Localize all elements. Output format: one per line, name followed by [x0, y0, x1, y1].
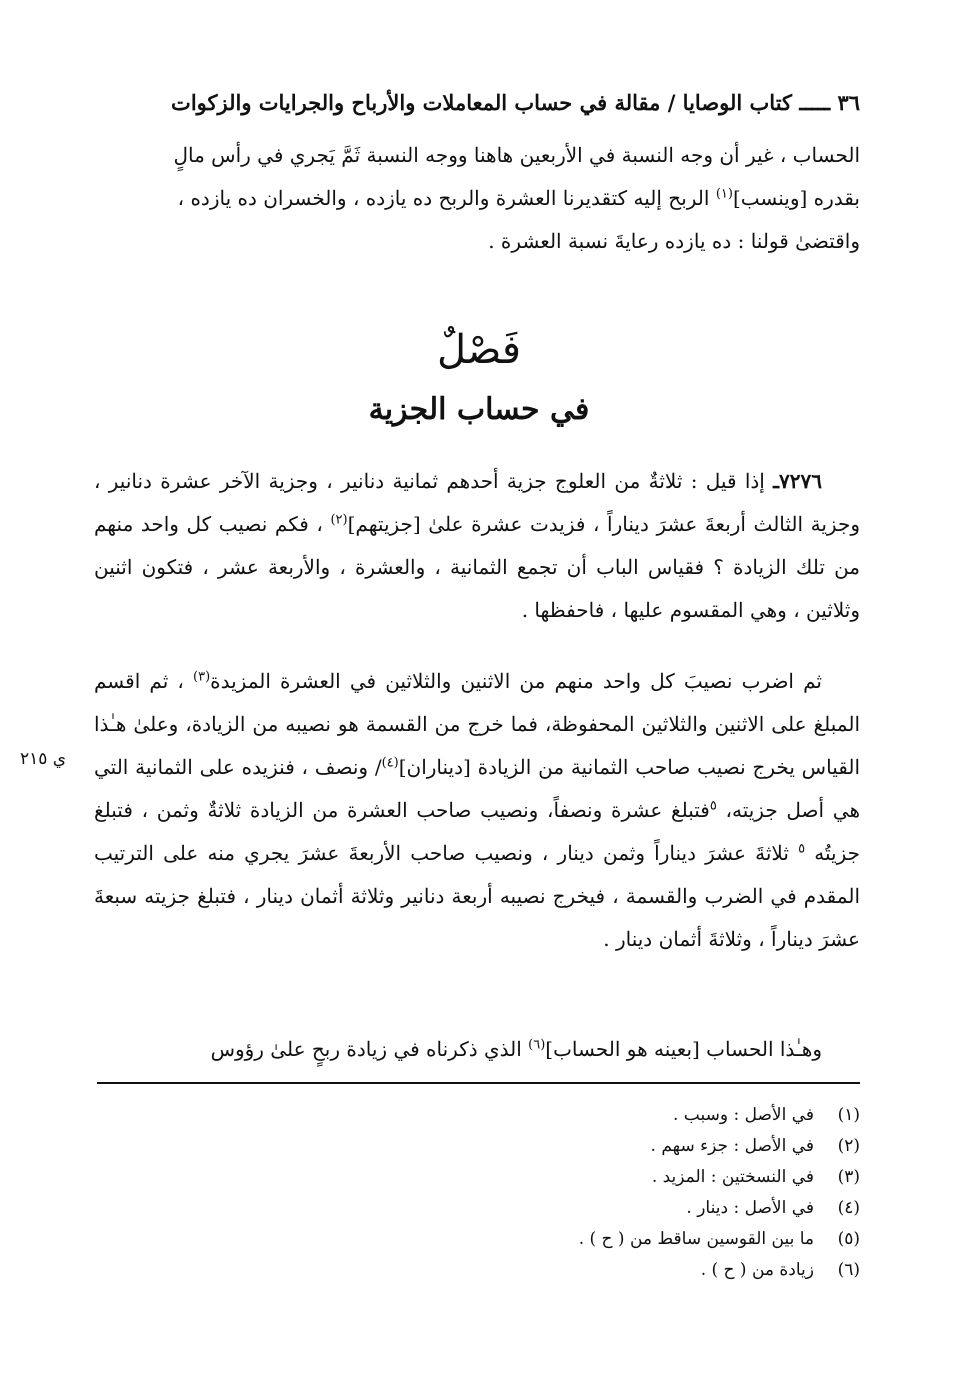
footnote-divider — [97, 1082, 860, 1084]
paragraph-7276: ٧٢٧٦ـ إذا قيل : ثلاثةٌ من العلوج جزية أحدهم ثمانية دنانير ، وجزية الآخر عشرة دنانير ، وجزية الثالث أربعةَ عشرَ ديناراً ، فزيدت عشرة علىٰ [جزيتهم]$^{(٢)}$ ، فكم نصيب كل واحد منهم من تلك الزيادة ؟ فقياس الباب أن تجمع الثمانية ، والعشرة ، والأربعة عشر ، فتكون اثنين وثلاثين ، وهي المقسوم عليها ، فاحفظها . — [94, 469, 860, 622]
footnote-item: (٤) في الأصل : دينار . — [686, 1198, 860, 1218]
footnote-ref-6: (٦) — [528, 1037, 546, 1053]
intro-paragraph — [94, 134, 860, 263]
section-title: في حساب الجزية — [368, 392, 590, 427]
intro-line-2: بقدره [وينسب]$^{(١)}$ الربح إليه كتقديرنا العشرة والربح ده يازده ، والخسران ده يازده ، — [177, 186, 860, 210]
footnotes — [360, 1100, 860, 1286]
page-number: ٣٦ — [837, 90, 860, 115]
footnote-item: (١) في الأصل : وسبب . — [672, 1105, 860, 1125]
footnote-ref-4: (٤) — [381, 755, 399, 771]
footnote-ref-2: (٢) — [330, 512, 348, 528]
footnote-item: (٦) زيادة من ( ح ) . — [700, 1260, 860, 1280]
paragraph-continuation: وهـٰذا الحساب [بعينه هو الحساب]$^{(٦)}$ الذي ذكرناه في زيادة ربحٍ علىٰ رؤوس — [210, 1037, 822, 1061]
header-separator: ـــــ — [799, 90, 831, 115]
header-title: كتاب الوصايا / مقالة في حساب المعاملات والأرباح والجرايات والزكوات — [171, 90, 793, 115]
footnote-item: (٥) ما بين القوسين ساقط من ( ح ) . — [578, 1229, 860, 1249]
manuscript-folio-note: ي ٢١٥ — [20, 749, 67, 769]
intro-line-3: واقتضىٰ قولنا : ده يازده رعايةَ نسبة العشرة . — [488, 229, 860, 253]
footnote-item: (٣) في النسختين : المزيد . — [651, 1167, 860, 1187]
footnote-item: (٢) في الأصل : جزء سهم . — [650, 1136, 860, 1156]
section-ornament: فَصْلٌ — [436, 327, 522, 373]
variant-mark-open: ٥ — [709, 798, 717, 814]
intro-line-1: الحساب ، غير أن وجه النسبة في الأربعين هاهنا ووجه النسبة ثَمَّ يَجري في رأس مالٍ — [173, 143, 860, 167]
running-header — [90, 86, 860, 120]
paragraph-calculation: ثم اضرب نصيبَ كل واحد منهم من الاثنين والثلاثين في العشرة المزيدة$^{(٣)}$ ، ثم اقسم المبلغ على الاثنين والثلاثين المحفوظة، فما خرج من القسمة هو نصيبه من الزيادة، وعلىٰ هـٰذا القياس يخرج نصيب صاحب الثمانية من الزيادة [ديناران]$^{(٤)}$/ ونصف ، فنزيده على الثمانية التي هي أصل جزيته، $^٥$فتبلغ عشرة ونصفاً، ونصيب صاحب العشرة من الزيادة ثلاثةٌ وثمن ، فتبلغ جزيتُه $^٥$ ثلاثةَ عشرَ ديناراً وثمن دينار ، ونصيب صاحب الأربعةَ عشرَ يجري منه على الترتيب المقدم في الضرب والقسمة ، فيخرج نصيبه أربعة دنانير وثلاثة أثمان دينار ، فتبلغ جزيته سبعةَ عشرَ ديناراً ، وثلاثةَ أثمان دينار . — [94, 669, 860, 951]
footnote-ref-3: (٣) — [193, 669, 211, 685]
footnote-ref-1: (١) — [715, 186, 733, 202]
variant-mark-close: ٥ — [798, 841, 806, 857]
paragraph-number: ٧٢٧٦ـ — [773, 469, 822, 493]
